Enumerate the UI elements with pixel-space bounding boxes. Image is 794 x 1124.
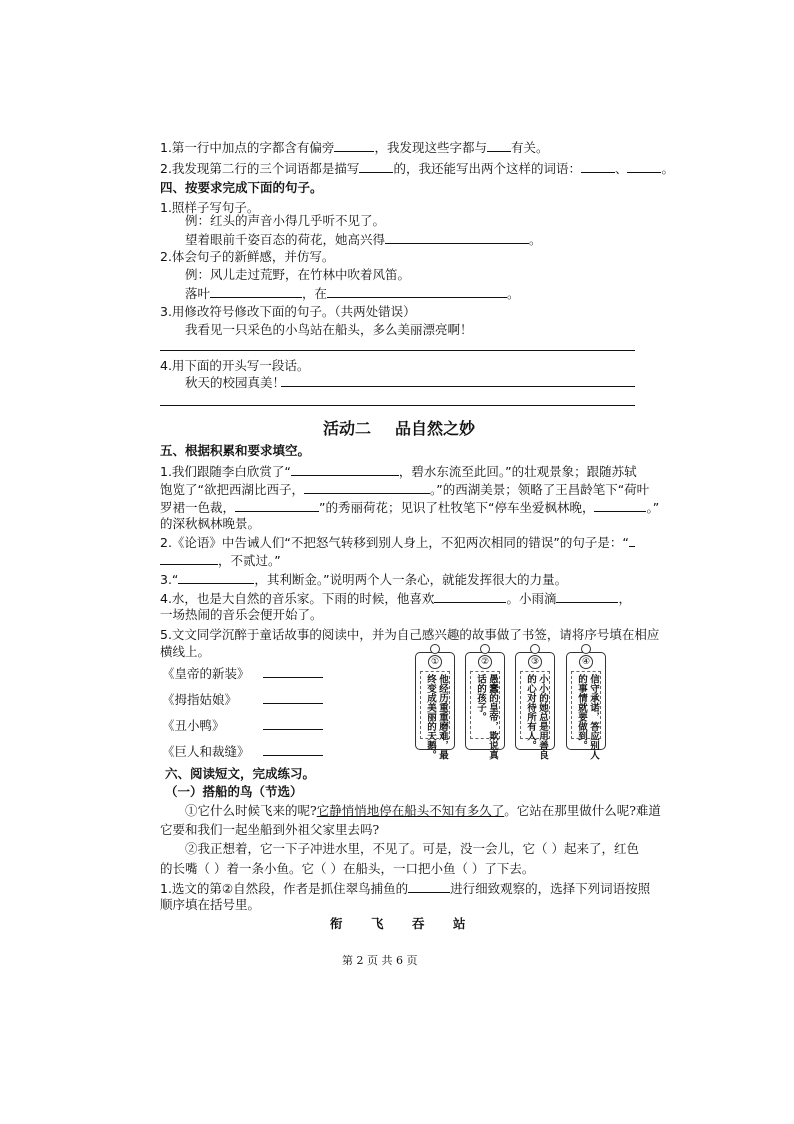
word-option-2: 飞	[371, 916, 384, 931]
sec4-item2-example: 例：风儿走过荒野，在竹林中吹着风笛。	[185, 267, 411, 282]
bookmark-2	[465, 652, 505, 760]
passage-para1-line1: ①它什么时候飞来的呢?它静悄悄地停在船头不知有多久了。它站在那里做什么呢?难道	[185, 803, 661, 818]
sec5-line7: 3.“ ，其利断金。”说明两个人一条心，就能发挥很大的力量。	[160, 572, 568, 587]
sec5-blank-yijing[interactable]	[178, 571, 254, 584]
q2-blank-word1[interactable]	[581, 160, 615, 173]
sec5-blank-lunyu-start[interactable]	[629, 534, 635, 547]
page-footer: 第 2 页 共 6 页	[342, 954, 418, 967]
word-option-1: 衔	[330, 916, 343, 931]
activity-title: 品自然之妙	[395, 419, 476, 438]
sec5-line10: 5.文文同学沉醉于童话故事的阅读中，并为自己感兴趣的故事做了书签，请将序号填在相应	[160, 627, 660, 642]
sec4-item2: 2.体会句子的新鲜感，并仿写。	[160, 249, 335, 264]
bookmark-text: 的心对待所有人。	[525, 674, 536, 750]
sec5-line11: 横线上。	[160, 644, 211, 659]
sec6-q1-blank[interactable]	[408, 880, 450, 893]
story-title-3: 《丑小鸭》	[162, 718, 225, 733]
sec5-blank-libai[interactable]	[291, 463, 399, 476]
bookmark-text: 愚蠢的皇帝，欺说真	[487, 674, 498, 760]
q1-blank-relation[interactable]	[487, 139, 511, 152]
bookmark-number: ④	[579, 655, 593, 669]
bookmark-text: 的事情就要做到。	[576, 674, 587, 750]
bookmark-hole-icon	[480, 644, 490, 654]
underlined-sentence: 它静悄悄地停在船头不知有多久了	[316, 803, 505, 818]
word-option-3: 吞	[412, 916, 425, 931]
sec4-item4-answer-line1[interactable]	[281, 386, 635, 387]
sec5-line5: 2.《论语》中告诫人们“不把怒气转移到别人身上，不犯两次相同的错误”的句子是：“	[160, 534, 635, 551]
sec5-blank-rain2[interactable]	[556, 590, 618, 603]
story-answer-1[interactable]	[263, 677, 323, 678]
sec6-q1-line1: 1.选文的第②自然段，作者是抓住翠鸟捕鱼的 进行细致观察的，选择下列词语按照	[160, 881, 651, 896]
q1-line: 1.第一行中加点的字都含有偏旁 ，我发现这些字都与 有关。	[160, 140, 549, 155]
section4-heading: 四、按要求完成下面的句子。	[160, 180, 323, 195]
story-answer-3[interactable]	[263, 729, 323, 730]
bookmark-text: 小小的她总是用善良	[537, 674, 548, 760]
passage-para2-line2: 的长嘴（ ）着一条小鱼。它（ ）在船头，一口把小鱼（ ）了下去。	[160, 861, 535, 876]
sec4-item2-blank1[interactable]	[210, 285, 302, 298]
word-option-4: 站	[453, 916, 466, 931]
sec4-item4: 4.用下面的开头写一段话。	[160, 358, 310, 373]
sec5-blank-wangchangling[interactable]	[235, 499, 319, 512]
bookmark-text: 信守承诺，答应别人	[588, 674, 599, 760]
bookmark-3	[515, 652, 555, 760]
bookmark-text: 话的孩子。	[475, 674, 486, 722]
sec4-item1-prompt-line: 望着眼前千姿百态的荷花，她高兴得 。	[185, 232, 542, 247]
sec5-blank-dumu[interactable]	[594, 499, 646, 512]
sec4-item4-answer-line2[interactable]	[160, 405, 635, 406]
bookmark-number: ③	[528, 655, 542, 669]
sec6-q1-line2: 顺序填在括号里。	[160, 897, 261, 912]
story-title-4: 《巨人和裁缝》	[162, 744, 250, 759]
bookmark-number: ①	[428, 655, 442, 669]
sec4-item4-prompt: 秋天的校园真美！	[185, 375, 286, 390]
passage-para1-line2: 它要和我们一起坐船到外祖父家里去吗?	[160, 822, 380, 837]
sec5-line2: 饱览了“欲把西湖比西子， 。”的西湖美景；领略了王昌龄笔下“荷叶	[160, 482, 650, 497]
sec4-item1: 1.照样子写句子。	[160, 200, 260, 215]
sec4-item3-answer-line[interactable]	[160, 350, 635, 351]
q1-blank-radical[interactable]	[334, 139, 374, 152]
sec4-item3: 3.用修改符号修改下面的句子。（共两处错误）	[160, 304, 416, 319]
section6-heading: 六、阅读短文，完成练习。	[165, 766, 316, 781]
q2-blank-describe[interactable]	[359, 160, 393, 173]
bookmark-hole-icon	[581, 644, 591, 654]
bookmark-text: 终变成美丽的天鹅。	[425, 674, 436, 760]
story-title-2: 《拇指姑娘》	[162, 692, 238, 707]
q2-line: 2.我发现第二行的三个词语都是描写 的，我还能写出两个这样的词语： 、 。	[160, 161, 674, 176]
sec5-blank-sushi[interactable]	[304, 481, 430, 494]
sec5-line1: 1.我们跟随李白欣赏了“ ，碧水东流至此回。”的壮观景象；跟随苏轼	[160, 464, 637, 479]
bookmark-text: 他经历重重磨难，最	[437, 674, 448, 760]
sec5-line3: 罗裙一色裁， ”的秀丽荷花；见识了杜牧笔下“停车坐爱枫林晚， 。”	[160, 500, 660, 515]
sec4-item3-sentence: 我看见一只采色的小鸟站在船头，多么美丽漂亮啊！	[185, 322, 473, 337]
sec5-line4: 的深秋枫林晚景。	[160, 516, 261, 531]
sec5-line6: ，不贰过。”	[160, 552, 281, 569]
passage-title: （一）搭船的鸟（节选）	[165, 784, 303, 799]
bookmark-hole-icon	[530, 644, 540, 654]
activity-label: 活动二	[323, 419, 372, 438]
story-title-1: 《皇帝的新装》	[162, 666, 250, 681]
sec5-blank-lunyu[interactable]	[160, 552, 218, 565]
passage-para2-line1: ②我正想着，它一下子冲进水里，不见了。可是，没一会儿，它（ ）起来了，红色	[185, 841, 639, 856]
story-answer-4[interactable]	[263, 755, 323, 756]
sec4-item2-blank2[interactable]	[327, 285, 507, 298]
sec4-item1-example: 例：红头的声音小得几乎听不见了。	[185, 213, 386, 228]
sec4-item2-imitate-line: 落叶 ，在 。	[185, 286, 520, 301]
bookmark-number: ②	[478, 655, 492, 669]
bookmark-1	[415, 652, 455, 760]
story-answer-2[interactable]	[263, 703, 323, 704]
sec5-line9: 一场热闹的音乐会便开始了。	[160, 607, 323, 622]
sec4-item1-blank[interactable]	[385, 231, 529, 244]
section5-heading: 五、根据积累和要求填空。	[160, 443, 311, 458]
sec5-blank-rain1[interactable]	[434, 590, 506, 603]
bookmark-4	[566, 652, 606, 760]
q2-blank-word2[interactable]	[627, 160, 661, 173]
bookmark-hole-icon	[430, 644, 440, 654]
sec5-line8: 4.水，也是大自然的音乐家。下雨的时候，他喜欢 。小雨滴 ，	[160, 591, 631, 606]
